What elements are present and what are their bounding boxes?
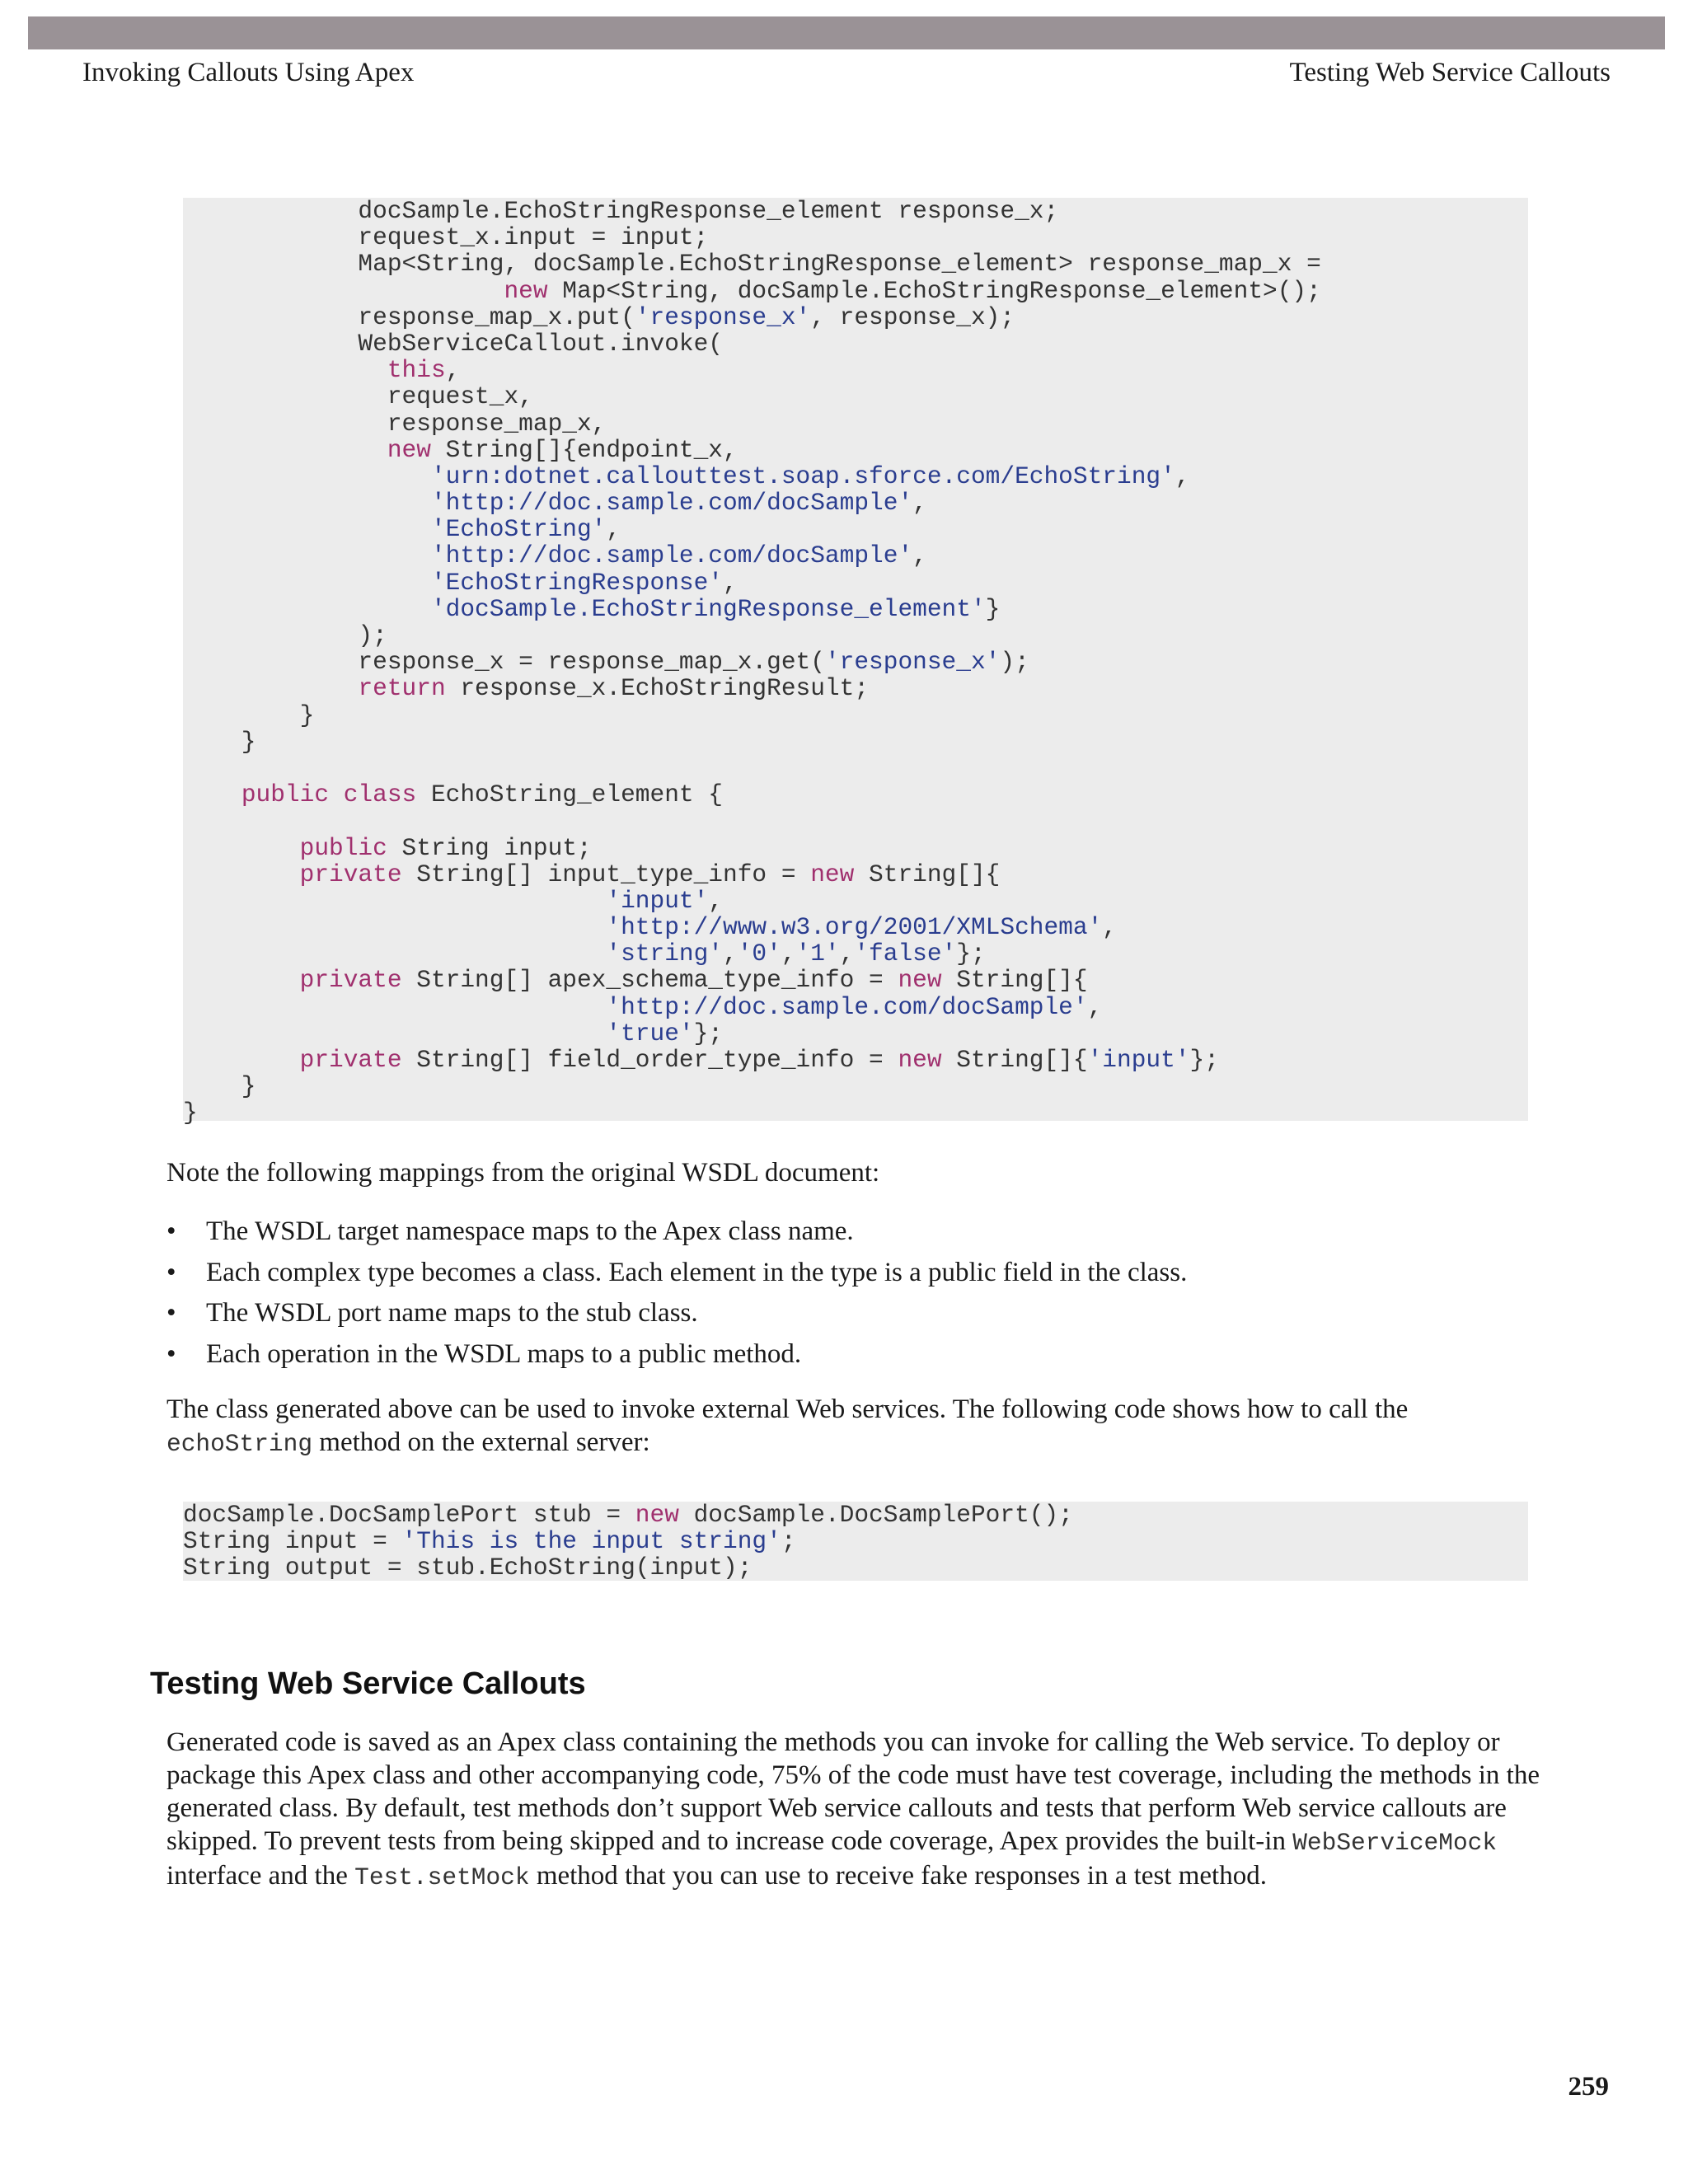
code-line: return response_x.EchoStringResult; <box>358 674 870 703</box>
code-block-call-example <box>183 1502 1528 1581</box>
code-listing <box>183 1502 1528 1582</box>
inline-code-webservicemock: WebServiceMock <box>1292 1829 1498 1857</box>
running-header-left: Invoking Callouts Using Apex <box>82 58 415 87</box>
running-header-right: Testing Web Service Callouts <box>1289 58 1611 87</box>
code-line: 'EchoStringResponse', <box>430 568 738 597</box>
code-line: docSample.EchoStringResponse_element response_x; <box>183 197 1059 225</box>
code-line: private String[] field_order_type_info = new String[]{'input'}; <box>299 1046 1219 1074</box>
page-number: 259 <box>1568 2072 1609 2102</box>
code-line: request_x.input = input; <box>183 223 709 252</box>
code-line: 'string','0','1','false'}; <box>606 940 986 968</box>
code-line: Map<String, docSample.EchoStringResponse_element> response_map_x = <box>183 250 1321 279</box>
code-line: response_x = response_map_x.get('response_x'); <box>183 648 1029 677</box>
code-line: String input = 'This is the input string'; <box>183 1527 796 1556</box>
code-line: 'docSample.EchoStringResponse_element'} <box>430 594 1001 623</box>
code-line: WebServiceCallout.invoke( <box>183 329 724 358</box>
list-item: • The WSDL port name maps to the stub class. <box>166 1293 1551 1334</box>
invoke-text-before: The class generated above can be used to invoke external Web services. The following code shows how to call the <box>166 1394 1409 1424</box>
code-block-stub-class <box>183 197 1528 1127</box>
code-line: response_map_x.put('response_x', response_x); <box>183 302 1015 331</box>
top-rule-bar <box>28 16 1665 49</box>
testing-text-2: interface and the <box>166 1861 355 1891</box>
section-heading: Testing Web Service Callouts <box>150 1666 586 1701</box>
testing-text-3: method that you can use to receive fake responses in a test method. <box>529 1861 1267 1891</box>
code-line <box>183 808 1528 834</box>
list-item: • Each operation in the WSDL maps to a public method. <box>166 1334 1551 1376</box>
code-line: public String input; <box>299 833 592 862</box>
code-line: new Map<String, docSample.EchoStringResponse_element>(); <box>504 276 1321 305</box>
code-line: docSample.DocSamplePort stub = new docSample.DocSamplePort(); <box>183 1501 1073 1529</box>
code-line: } <box>183 727 256 756</box>
code-line: ); <box>183 621 387 649</box>
testing-paragraph <box>166 1726 1551 1894</box>
code-line: String output = stub.EchoString(input); <box>183 1554 753 1582</box>
code-line: 'EchoString', <box>430 515 621 544</box>
invoke-text-after: method on the external server: <box>312 1427 650 1457</box>
code-line: 'true'}; <box>606 1019 724 1047</box>
code-line: } <box>183 701 315 729</box>
code-line: 'http://doc.sample.com/docSample', <box>606 992 1103 1021</box>
code-line: 'urn:dotnet.callouttest.soap.sforce.com/EchoString', <box>430 462 1190 490</box>
code-line: request_x, <box>183 382 533 411</box>
code-line: response_map_x, <box>183 409 607 438</box>
mapping-bullet-list <box>166 1212 1551 1375</box>
inline-code-test-setmock: Test.setMock <box>354 1863 530 1891</box>
code-line: private String[] apex_schema_type_info = new String[]{ <box>299 966 1088 995</box>
code-line: } <box>183 1072 256 1101</box>
code-listing <box>183 198 1528 1127</box>
list-item: • The WSDL target namespace maps to the Apex class name. <box>166 1212 1551 1253</box>
code-line: public class EchoString_element { <box>241 780 724 809</box>
code-line: 'http://doc.sample.com/docSample', <box>430 541 927 570</box>
invoke-paragraph <box>166 1393 1551 1460</box>
code-line: private String[] input_type_info = new String[]{ <box>299 860 1001 888</box>
inline-code-echostring: echoString <box>166 1430 313 1458</box>
code-line: this, <box>387 356 461 385</box>
code-line: 'http://www.w3.org/2001/XMLSchema', <box>606 913 1117 942</box>
code-line <box>183 755 1528 781</box>
list-item: • Each complex type becomes a class. Each element in the type is a public field in the class. <box>166 1253 1551 1294</box>
code-line: } <box>183 1099 198 1127</box>
code-line: 'input', <box>606 886 724 915</box>
code-line: new String[]{endpoint_x, <box>387 435 738 464</box>
note-intro-paragraph: Note the following mappings from the original WSDL document: <box>166 1158 880 1188</box>
code-line: 'http://doc.sample.com/docSample', <box>430 489 927 518</box>
testing-text-1: Generated code is saved as an Apex class containing the methods you can invoke for calling the Web service. To deploy or package this Apex class and other accompanying code, 75% of the code must have test coverage, including the methods in the generated class. By default, test methods don’t support Web service callouts and tests that perform Web service callouts are skipped. To prevent tests from being skipped and to increase code coverage, Apex provides the built-in <box>166 1727 1540 1856</box>
